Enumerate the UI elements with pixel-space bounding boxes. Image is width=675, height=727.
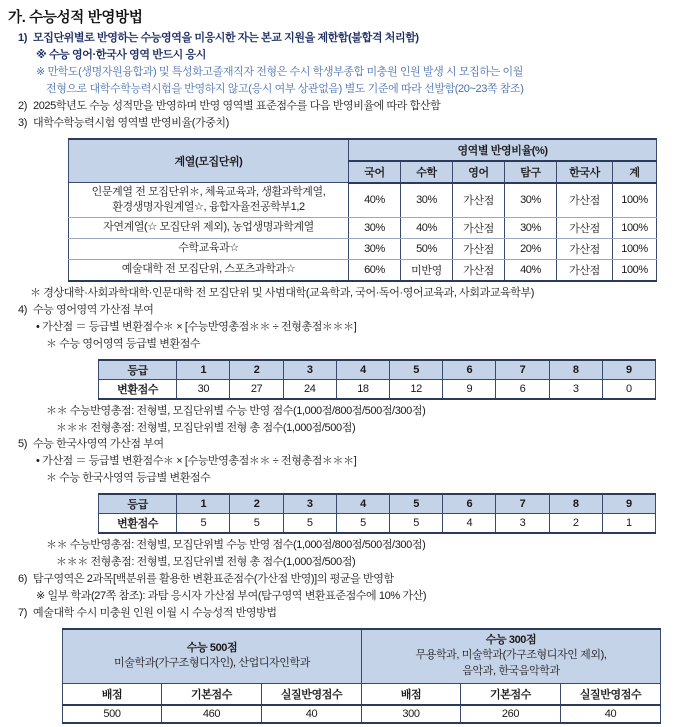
korhist-grade-8: 8	[549, 494, 602, 514]
english-grade-2: 2	[230, 360, 283, 380]
page-title: 가. 수능성적 반영방법	[8, 10, 143, 26]
english-score-6: 9	[443, 379, 496, 399]
ratio-row-3-korean: 60%	[349, 259, 401, 281]
english-score-5: 12	[390, 379, 443, 399]
art-value-5: 40	[561, 705, 661, 723]
ratio-row-3-english: 가산점	[453, 259, 505, 281]
korhist-score-6: 4	[443, 514, 496, 534]
ratio-header-math: 수학	[401, 161, 453, 183]
korhist-grade-2: 2	[230, 494, 283, 514]
ratio-table-footnote: ＊ 경상대학·사회과학대학·인문대학 전 모집단위 및 사범대학(교육학과, 국어·독어·영어교육과, 사회과교육학부)	[30, 286, 535, 299]
english-footnote-jeonhyeong-total: ＊＊＊ 전형총점: 전형별, 모집단위별 전형 총 점수(1,000점/500점)	[56, 421, 356, 434]
english-grade-conversion-table	[98, 359, 656, 400]
korhist-grade-header-row	[99, 494, 656, 514]
korhist-score-5: 5	[390, 514, 443, 534]
english-grade-5: 5	[390, 360, 443, 380]
english-grade-header-row	[99, 360, 656, 380]
english-footnote-suneung-total: ＊＊ 수능반영총점: 전형별, 모집단위별 수능 반영 점수(1,000점/800점/500점/300점)	[46, 404, 426, 417]
english-grade-table-wrapper	[0, 359, 675, 400]
item-5-text: 수능 한국사영역 가산점 부여	[33, 438, 164, 451]
korhist-score-label: 변환점수	[99, 514, 177, 534]
art-group-1-title: 수능 300점	[485, 633, 537, 646]
table-row	[69, 183, 657, 218]
ratio-row-0-name-line1: 인문계열 전 모집단위＊, 체육교육과, 생활과학계열,	[91, 186, 326, 199]
item-1-number: 1)	[18, 32, 27, 44]
ratio-row-1-english: 가산점	[453, 217, 505, 238]
item-2	[18, 99, 675, 115]
korhist-grade-5: 5	[390, 494, 443, 514]
art-college-score-table	[62, 628, 661, 724]
korhist-grade-7: 7	[496, 494, 549, 514]
item-7-text: 예술대학 수시 미충원 인원 이월 시 수능성적 반영방법	[33, 607, 277, 619]
korhist-bonus-formula: • 가산점 ＝ 등급별 변환점수＊ × [수능반영총점＊＊ ÷ 전형총점＊＊＊]	[36, 455, 357, 468]
item-6	[18, 572, 675, 588]
item-6-number: 6)	[18, 573, 27, 586]
korhist-grade-header-label: 등급	[99, 494, 177, 514]
note-mature-student-line2: 전형으로 대학수학능력시험을 반영하지 않고(응시 여부 상관없음) 별도 기준에 따라 선발함(20~23쪽 참조)	[46, 82, 524, 95]
art-value-4: 260	[461, 705, 561, 723]
korhist-grade-1: 1	[177, 494, 230, 514]
note-english-korhist-required: ※ 수능 영어·한국사 영역 반드시 응시	[36, 48, 207, 61]
ratio-row-3-name: 예술대학 전 모집단위, 스포츠과학과☆	[69, 259, 349, 281]
korhist-grade-table-caption: ＊ 수능 한국사영역 등급별 변환점수	[46, 472, 211, 485]
table-row	[63, 705, 661, 723]
english-grade-7: 7	[496, 360, 549, 380]
korhist-score-1: 5	[177, 514, 230, 534]
item-1	[18, 31, 675, 47]
art-group-1-sub2: 음악과, 한국음악학과	[462, 664, 560, 677]
ratio-row-2-english: 가산점	[453, 238, 505, 259]
ratio-row-2-total: 100%	[613, 238, 657, 259]
ratio-header-english: 영어	[453, 161, 505, 183]
art-group-0-title: 수능 500점	[186, 641, 238, 654]
art-group-0-sub1: 미술학과(가구조형디자인), 산업디자인학과	[114, 657, 310, 670]
english-score-9: 0	[602, 379, 655, 399]
art-group-1	[362, 629, 661, 684]
ratio-row-1-total: 100%	[613, 217, 657, 238]
item-4	[18, 303, 675, 319]
item-2-number: 2)	[18, 99, 27, 112]
item-5-number: 5)	[18, 438, 27, 451]
english-score-label: 변환점수	[99, 379, 177, 399]
ratio-table-wrapper	[0, 138, 675, 282]
area-reflection-ratio-table	[68, 138, 657, 282]
english-grade-header-label: 등급	[99, 360, 177, 380]
art-value-3: 300	[362, 705, 461, 723]
ratio-header-korhist: 한국사	[557, 161, 613, 183]
art-table-subheader-row	[63, 684, 661, 706]
english-score-1: 30	[177, 379, 230, 399]
ratio-row-1-name: 자연계열(☆ 모집단위 제외), 농업생명과학계열	[69, 217, 349, 238]
ratio-header-tamgu: 탐구	[505, 161, 557, 183]
note-tamgu-bonus: ※ 일부 학과(27쪽 참조): 과탐 응시자 가산점 부여(탐구영역 변환표준점수에 10% 가산)	[36, 590, 427, 603]
korhist-grade-6: 6	[443, 494, 496, 514]
ratio-row-2-name: 수학교육과☆	[69, 238, 349, 259]
item-6-text: 탐구영역은 2과목[백분위를 활용한 변환표준점수(가산점 반영)]의 평균을 반영함	[33, 573, 394, 586]
table-row	[99, 379, 656, 399]
document-page	[0, 6, 675, 727]
korhist-footnote-jeonhyeong-total: ＊＊＊ 전형총점: 전형별, 모집단위별 전형 총 점수(1,000점/500점)	[56, 556, 356, 569]
ratio-row-2-korean: 30%	[349, 238, 401, 259]
ratio-row-2-math: 50%	[401, 238, 453, 259]
english-score-8: 3	[549, 379, 602, 399]
ratio-row-3-tamgu: 40%	[505, 259, 557, 281]
english-grade-1: 1	[177, 360, 230, 380]
english-grade-table-caption: ＊ 수능 영어영역 등급별 변환점수	[46, 337, 201, 350]
item-3-number: 3)	[18, 116, 27, 129]
art-value-1: 460	[162, 705, 262, 723]
korhist-score-4: 5	[336, 514, 389, 534]
art-table-wrapper	[0, 628, 675, 724]
korhist-grade-9: 9	[602, 494, 655, 514]
english-grade-9: 9	[602, 360, 655, 380]
note-mature-student-line1: ※ 만학도(생명자원융합과) 및 특성화고졸재직자 전형은 수시 학생부종합 미충원 인원 발생 시 모집하는 이월	[36, 65, 523, 78]
korhist-score-9: 1	[602, 514, 655, 534]
english-score-4: 18	[336, 379, 389, 399]
art-group-1-sub1: 무용학과, 미술학과(가구조형디자인 제외),	[415, 649, 607, 662]
ratio-row-0-english: 가산점	[453, 183, 505, 218]
table-row	[69, 217, 657, 238]
ratio-header-total: 계	[613, 161, 657, 183]
english-bonus-formula: • 가산점 ＝ 등급별 변환점수＊ × [수능반영총점＊＊ ÷ 전형총점＊＊＊]	[36, 320, 357, 333]
korhist-score-2: 5	[230, 514, 283, 534]
item-3-text: 대학수학능력시험 영역별 반영비율(가중치)	[33, 116, 229, 129]
ratio-row-0-name	[69, 183, 349, 218]
art-value-2: 40	[262, 705, 362, 723]
korhist-score-8: 2	[549, 514, 602, 534]
table-row	[99, 514, 656, 534]
item-3	[18, 116, 675, 132]
english-grade-4: 4	[336, 360, 389, 380]
ratio-header-korean: 국어	[349, 161, 401, 183]
ratio-row-1-tamgu: 30%	[505, 217, 557, 238]
ratio-row-1-korean: 30%	[349, 217, 401, 238]
english-grade-3: 3	[283, 360, 336, 380]
ratio-row-0-korhist: 가산점	[557, 183, 613, 218]
korhist-grade-table-wrapper	[0, 493, 675, 534]
english-grade-8: 8	[549, 360, 602, 380]
table-row	[69, 259, 657, 281]
art-col-2: 실질반영점수	[262, 684, 362, 706]
ratio-row-3-total: 100%	[613, 259, 657, 281]
ratio-row-0-tamgu: 30%	[505, 183, 557, 218]
art-col-3: 배점	[362, 684, 461, 706]
item-5	[18, 437, 675, 453]
english-score-2: 27	[230, 379, 283, 399]
korhist-footnote-suneung-total: ＊＊ 수능반영총점: 전형별, 모집단위별 수능 반영 점수(1,000점/800점/500점/300점)	[46, 539, 426, 552]
english-score-3: 24	[283, 379, 336, 399]
ratio-row-0-korean: 40%	[349, 183, 401, 218]
ratio-row-0-total: 100%	[613, 183, 657, 218]
korhist-grade-3: 3	[283, 494, 336, 514]
item-1-text: 모집단위별로 반영하는 수능영역을 미응시한 자는 본교 지원을 제한함(불합격 처리함)	[33, 32, 419, 44]
table-row	[69, 238, 657, 259]
art-table-group-row	[63, 629, 661, 684]
art-col-4: 기본점수	[461, 684, 561, 706]
ratio-row-3-math: 미반영	[401, 259, 453, 281]
ratio-row-3-korhist: 가산점	[557, 259, 613, 281]
item-7	[18, 606, 675, 622]
ratio-header-department: 계열(모집단위)	[69, 139, 349, 183]
ratio-row-0-name-line2: 환경생명자원계열☆, 융합자율전공학부1,2	[112, 200, 305, 213]
ratio-row-1-korhist: 가산점	[557, 217, 613, 238]
ratio-row-0-math: 30%	[401, 183, 453, 218]
korhist-score-7: 3	[496, 514, 549, 534]
item-4-number: 4)	[18, 303, 27, 316]
item-7-number: 7)	[18, 607, 27, 619]
english-score-7: 6	[496, 379, 549, 399]
art-col-1: 기본점수	[162, 684, 262, 706]
item-2-text: 2025학년도 수능 성적만을 반영하며 반영 영역별 표준점수를 다음 반영비율에 따라 합산함	[33, 99, 441, 112]
ratio-table-header-row-1	[69, 139, 657, 161]
art-value-0: 500	[63, 705, 162, 723]
ratio-header-group: 영역별 반영비율(%)	[349, 139, 657, 161]
korhist-grade-4: 4	[336, 494, 389, 514]
ratio-row-1-math: 40%	[401, 217, 453, 238]
item-4-text: 수능 영어영역 가산점 부여	[33, 303, 154, 316]
art-group-0	[63, 629, 362, 684]
korhist-score-3: 5	[283, 514, 336, 534]
art-col-5: 실질반영점수	[561, 684, 661, 706]
korean-history-grade-conversion-table	[98, 493, 656, 534]
english-grade-6: 6	[443, 360, 496, 380]
art-col-0: 배점	[63, 684, 162, 706]
ratio-row-2-korhist: 가산점	[557, 238, 613, 259]
ratio-row-2-tamgu: 20%	[505, 238, 557, 259]
